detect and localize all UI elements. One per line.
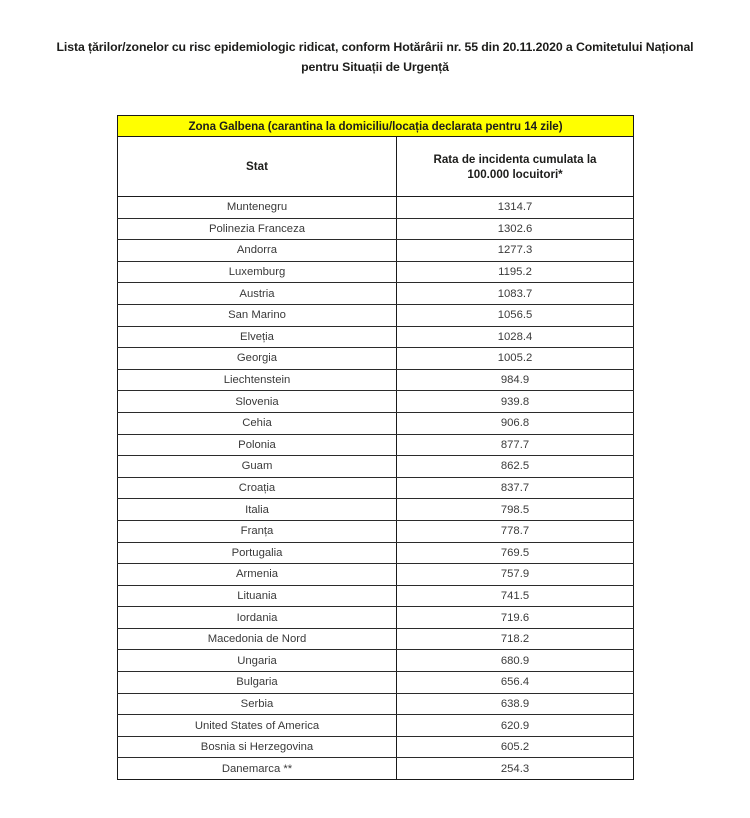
column-header-state: Stat [118, 137, 397, 197]
cell-incidence-rate: 1302.6 [397, 218, 634, 240]
cell-state: Cehia [118, 412, 397, 434]
cell-incidence-rate: 1005.2 [397, 348, 634, 370]
cell-state: Liechtenstein [118, 369, 397, 391]
cell-incidence-rate: 1195.2 [397, 261, 634, 283]
table-row [118, 585, 634, 607]
cell-state: Macedonia de Nord [118, 628, 397, 650]
page-title [44, 38, 706, 77]
table-row [118, 628, 634, 650]
table-row [118, 499, 634, 521]
cell-incidence-rate: 605.2 [397, 736, 634, 758]
cell-incidence-rate: 1277.3 [397, 240, 634, 262]
cell-incidence-rate: 656.4 [397, 672, 634, 694]
table-row [118, 369, 634, 391]
cell-state: Polinezia Franceza [118, 218, 397, 240]
cell-state: Muntenegru [118, 197, 397, 219]
cell-incidence-rate: 1083.7 [397, 283, 634, 305]
table-row [118, 520, 634, 542]
cell-incidence-rate: 798.5 [397, 499, 634, 521]
cell-state: Luxemburg [118, 261, 397, 283]
risk-country-table [117, 115, 634, 780]
cell-state: Ungaria [118, 650, 397, 672]
table-row [118, 564, 634, 586]
cell-state: Italia [118, 499, 397, 521]
table-row [118, 693, 634, 715]
cell-incidence-rate: 778.7 [397, 520, 634, 542]
cell-incidence-rate: 862.5 [397, 456, 634, 478]
cell-incidence-rate: 719.6 [397, 607, 634, 629]
cell-state: Polonia [118, 434, 397, 456]
cell-state: Austria [118, 283, 397, 305]
page-title-line-2: pentru Situații de Urgență [301, 59, 449, 74]
cell-incidence-rate: 837.7 [397, 477, 634, 499]
cell-state: Armenia [118, 564, 397, 586]
column-header-rate [397, 137, 634, 197]
table-row [118, 456, 634, 478]
table-row [118, 391, 634, 413]
cell-state: San Marino [118, 304, 397, 326]
cell-incidence-rate: 718.2 [397, 628, 634, 650]
cell-incidence-rate: 1314.7 [397, 197, 634, 219]
table-row [118, 736, 634, 758]
table-row [118, 434, 634, 456]
cell-incidence-rate: 939.8 [397, 391, 634, 413]
cell-state: Iordania [118, 607, 397, 629]
cell-state: Bosnia si Herzegovina [118, 736, 397, 758]
cell-state: Guam [118, 456, 397, 478]
page-title-line-1: Lista țărilor/zonelor cu risc epidemiologic ridicat, conform Hotărârii nr. 55 din 20.11.2020 a Comitetului Național [56, 40, 694, 54]
cell-state: Danemarca ** [118, 758, 397, 780]
cell-state: United States of America [118, 715, 397, 737]
cell-incidence-rate: 984.9 [397, 369, 634, 391]
cell-incidence-rate: 680.9 [397, 650, 634, 672]
cell-incidence-rate: 906.8 [397, 412, 634, 434]
zone-banner-cell: Zona Galbena (carantina la domiciliu/locația declarata pentru 14 zile) [118, 116, 634, 137]
table-row [118, 715, 634, 737]
cell-incidence-rate: 620.9 [397, 715, 634, 737]
cell-incidence-rate: 638.9 [397, 693, 634, 715]
column-header-row [118, 137, 634, 197]
cell-state: Elveția [118, 326, 397, 348]
table-row [118, 758, 634, 780]
table-row [118, 672, 634, 694]
zone-banner-row [118, 116, 634, 137]
cell-state: Serbia [118, 693, 397, 715]
table-row [118, 542, 634, 564]
table-row [118, 650, 634, 672]
table-row [118, 477, 634, 499]
cell-incidence-rate: 757.9 [397, 564, 634, 586]
table-row [118, 304, 634, 326]
cell-state: Andorra [118, 240, 397, 262]
cell-state: Lituania [118, 585, 397, 607]
risk-table-body [118, 116, 634, 780]
cell-incidence-rate: 254.3 [397, 758, 634, 780]
cell-state: Bulgaria [118, 672, 397, 694]
table-row [118, 283, 634, 305]
risk-table-container [117, 115, 633, 780]
cell-incidence-rate: 877.7 [397, 434, 634, 456]
table-row [118, 261, 634, 283]
cell-incidence-rate: 1028.4 [397, 326, 634, 348]
table-row [118, 348, 634, 370]
cell-incidence-rate: 741.5 [397, 585, 634, 607]
table-row [118, 240, 634, 262]
cell-incidence-rate: 769.5 [397, 542, 634, 564]
column-header-rate-line-1: Rata de incidenta cumulata la [433, 152, 597, 166]
table-row [118, 326, 634, 348]
column-header-rate-line-2: 100.000 locuitori* [467, 167, 563, 181]
cell-state: Georgia [118, 348, 397, 370]
cell-incidence-rate: 1056.5 [397, 304, 634, 326]
cell-state: Slovenia [118, 391, 397, 413]
table-row [118, 607, 634, 629]
cell-state: Croația [118, 477, 397, 499]
cell-state: Franța [118, 520, 397, 542]
table-row [118, 412, 634, 434]
table-row [118, 218, 634, 240]
table-row [118, 197, 634, 219]
cell-state: Portugalia [118, 542, 397, 564]
